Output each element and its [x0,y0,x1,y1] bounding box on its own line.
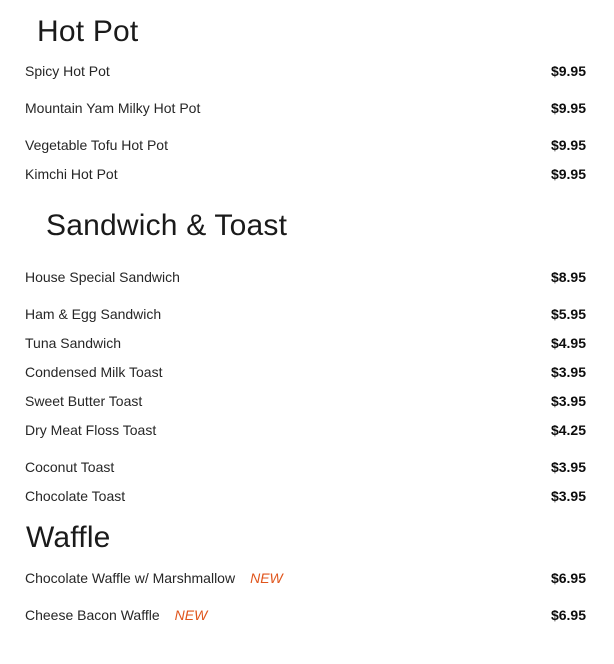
menu-item-row [0,364,614,381]
item-price: $3.95 [550,488,586,504]
item-name: Chocolate Waffle w/ Marshmallow [25,570,236,586]
item-name: Kimchi Hot Pot [25,166,118,182]
item-name: Tuna Sandwich [25,335,121,351]
menu-item-row [0,166,614,183]
item-name: Coconut Toast [25,459,115,475]
restaurant-menu-page [0,14,614,664]
item-price: $4.95 [550,335,586,351]
menu-item-row [0,335,614,352]
section-title-waffle: Waffle [26,521,111,554]
item-name: Chocolate Toast [25,488,126,504]
item-price: $6.95 [550,607,586,623]
item-name: Condensed Milk Toast [25,364,163,380]
menu-section-sandwich-toast [0,208,614,505]
item-name: Mountain Yam Milky Hot Pot [25,100,201,116]
item-price: $9.95 [550,166,586,182]
menu-item-row [0,459,614,476]
menu-section-hot-pot [0,14,614,183]
menu-section-waffle [0,520,614,624]
item-name: Sweet Butter Toast [25,393,143,409]
item-price: $6.95 [550,570,586,586]
menu-item-row [0,488,614,505]
item-price: $4.25 [550,422,586,438]
item-price: $9.95 [550,137,586,153]
section-title-hot-pot: Hot Pot [37,15,139,48]
item-price: $3.95 [550,364,586,380]
menu-item-row [0,393,614,410]
item-price: $3.95 [550,459,586,475]
menu-item-row [0,100,614,117]
item-name: Ham & Egg Sandwich [25,306,162,322]
new-badge: NEW [174,607,208,623]
section-title-sandwich-toast: Sandwich & Toast [46,209,288,242]
menu-item-row [0,137,614,154]
menu-item-row [0,306,614,323]
menu-item-row [0,422,614,439]
menu-item-row [0,269,614,286]
menu-item-row [0,607,614,624]
item-price: $9.95 [550,63,586,79]
item-name: Dry Meat Floss Toast [25,422,157,438]
menu-item-row [0,570,614,587]
item-price: $3.95 [550,393,586,409]
item-price: $9.95 [550,100,586,116]
item-name: Vegetable Tofu Hot Pot [25,137,168,153]
item-price: $5.95 [550,306,586,322]
item-name: House Special Sandwich [25,269,180,285]
menu-item-row [0,63,614,80]
new-badge: NEW [250,570,283,586]
item-price: $8.95 [550,269,586,285]
item-name: Spicy Hot Pot [25,63,110,79]
item-name: Cheese Bacon Waffle [25,607,160,623]
